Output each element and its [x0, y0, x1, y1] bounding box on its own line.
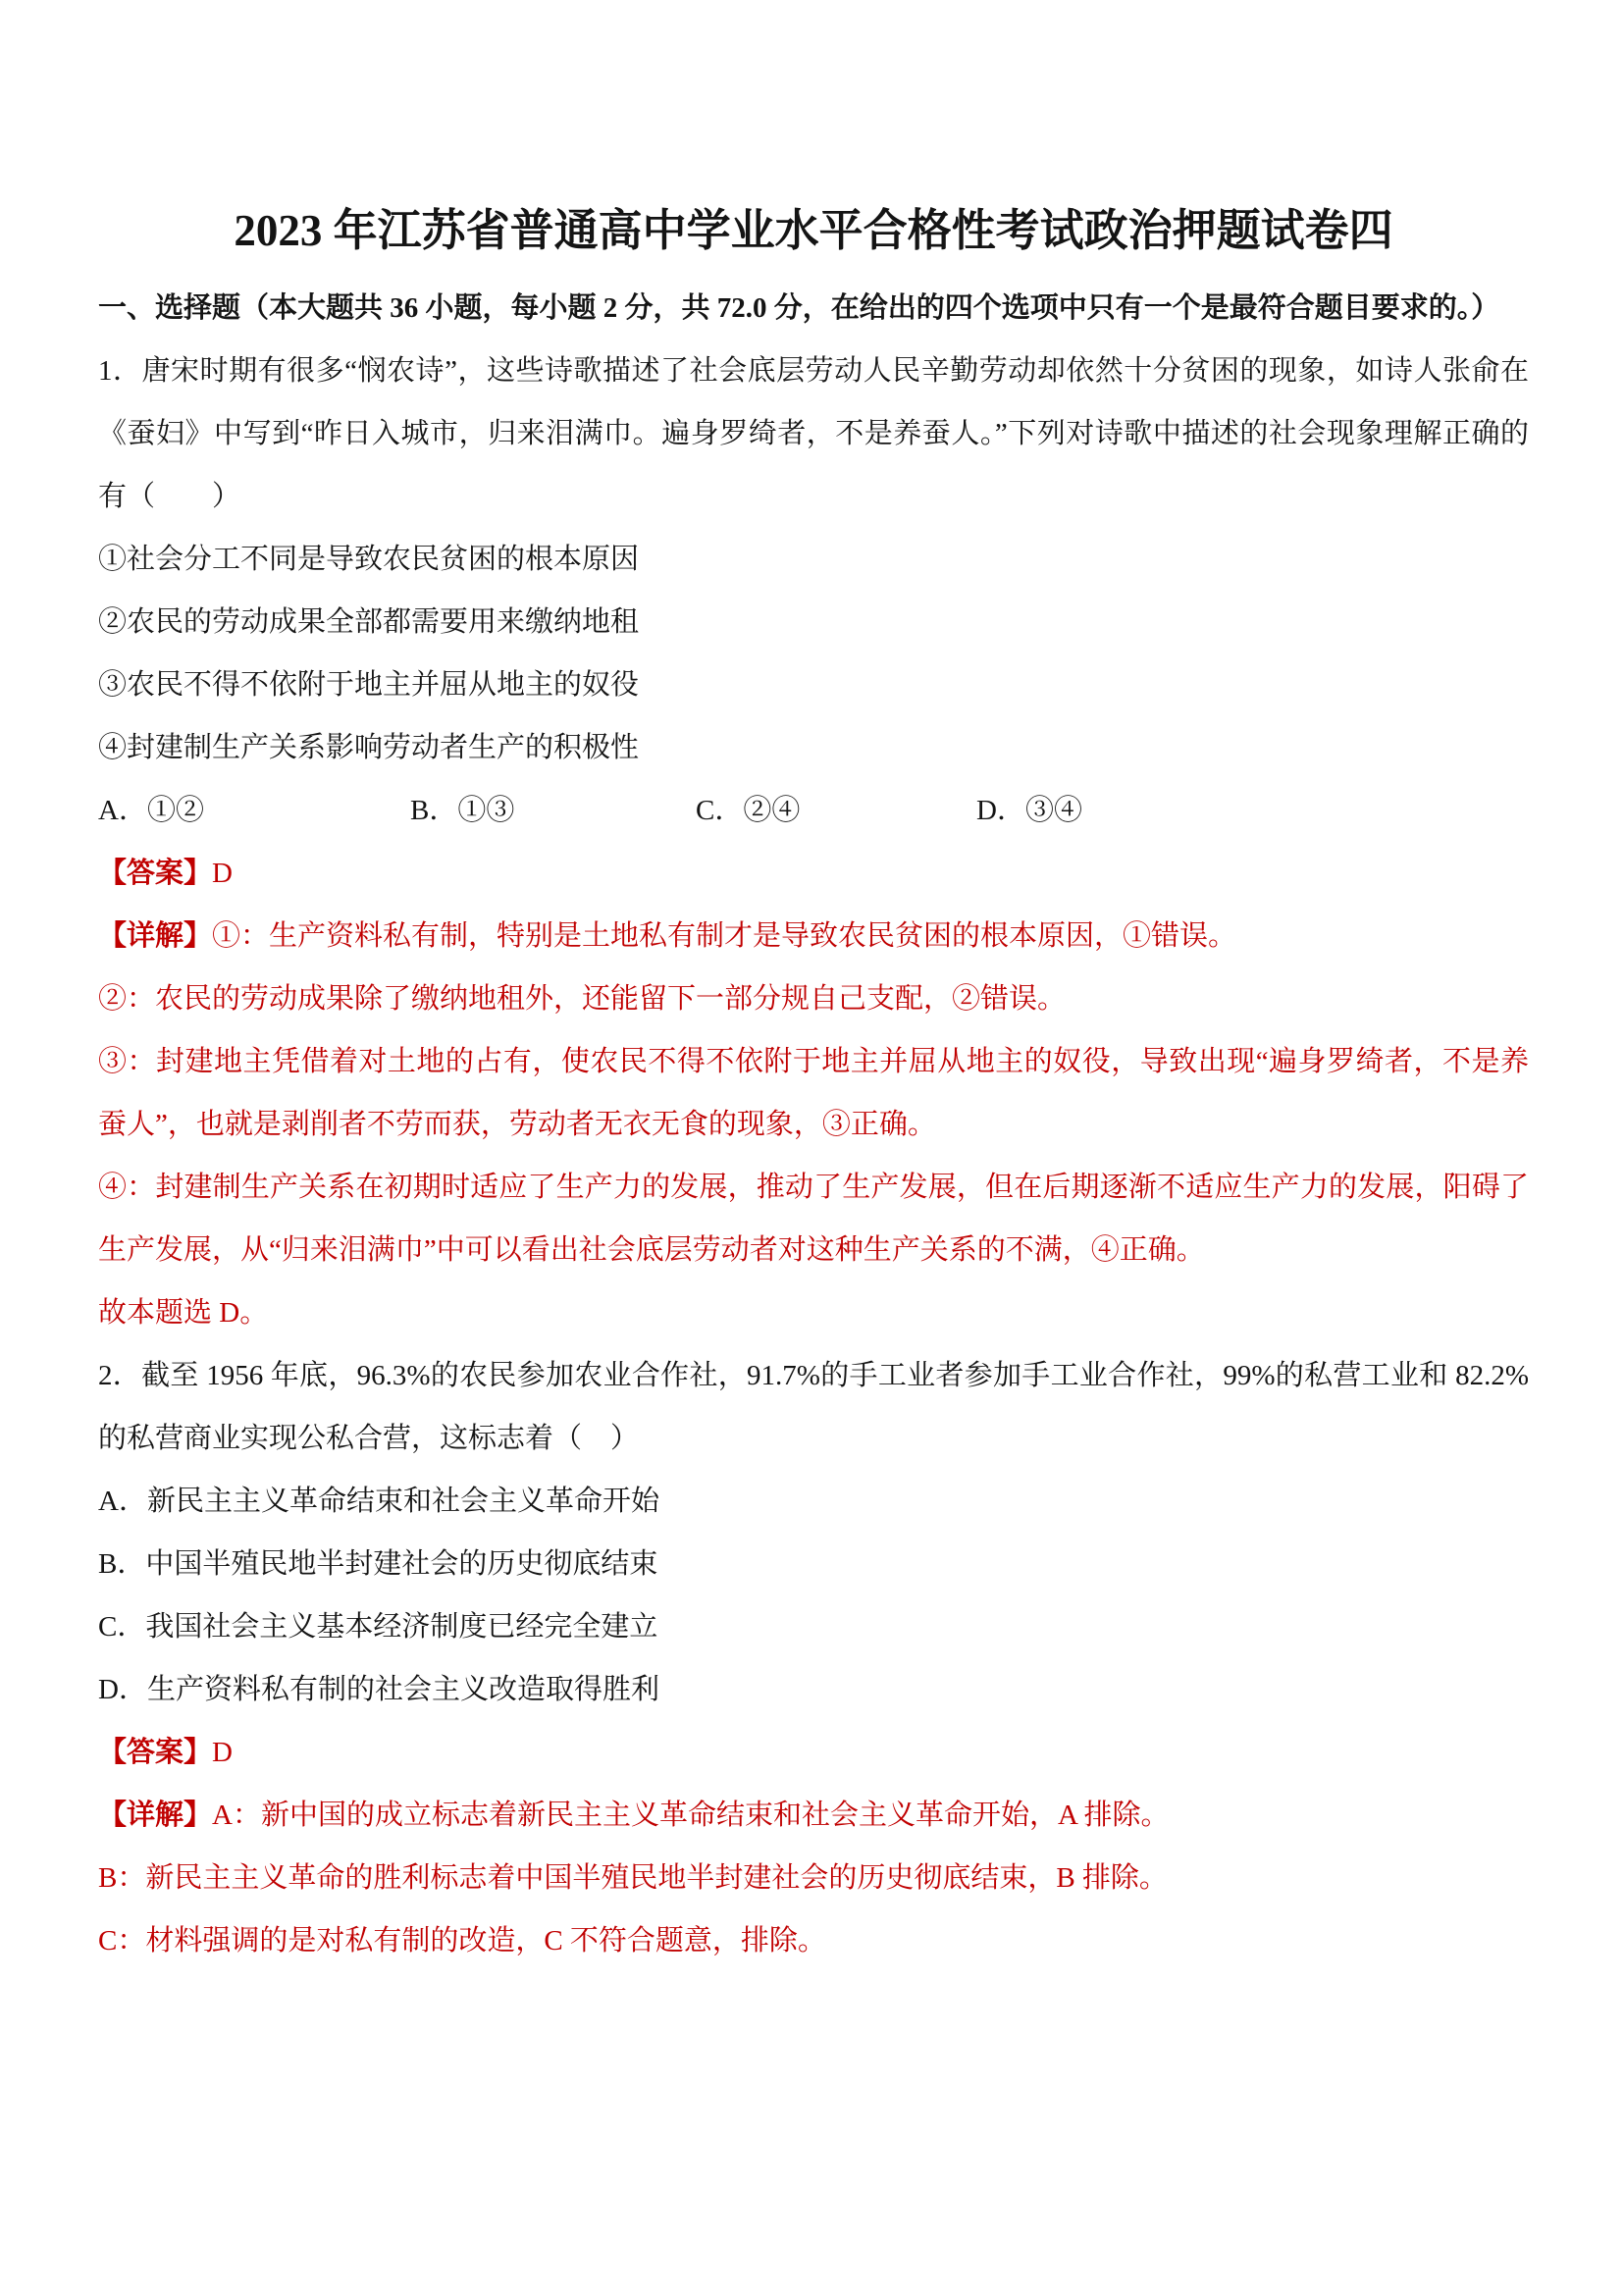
q2-answer-label: 【答案】 [98, 1737, 213, 1768]
q1-answer-value: D [212, 858, 233, 889]
q1-statement-1: ①社会分工不同是导致农民贫困的根本原因 [98, 544, 640, 575]
q2-explanation-3: C：材料强调的是对私有制的改造，C 不符合题意，排除。 [98, 1925, 826, 1957]
q1-statement-3: ③农民不得不依附于地主并屈从地主的奴役 [98, 669, 640, 701]
q2-option-b: B．中国半殖民地半封建社会的历史彻底结束 [98, 1548, 658, 1580]
q2-answer-value: D [212, 1737, 233, 1768]
section-intro: 一、选择题（本大题共 36 小题，每小题 2 分，共 72.0 分，在给出的四个选项中只有一个是最符合题目要求的。） [98, 292, 1500, 324]
q1-explanation-1-text: ①：生产资料私有制，特别是土地私有制才是导致农民贫困的根本原因，①错误。 [212, 920, 1237, 952]
q2-stem: 2．截至 1956 年底，96.3%的农民参加农业合作社，91.7%的手工业者参加手工业合作社，99%的私营工业和 82.2%的私营商业实现公私合营，这标志着（ ） [98, 1360, 1529, 1454]
exam-content [0, 202, 1623, 1972]
q1-explanation-2: ②：农民的劳动成果除了缴纳地租外，还能留下一部分规自己支配，②错误。 [98, 983, 1067, 1015]
q1-options-row [98, 779, 1529, 842]
q1-conclusion: 故本题选 D。 [98, 1297, 269, 1329]
exam-title: 2023 年江苏省普通高中学业水平合格性考试政治押题试卷四 [234, 206, 1393, 255]
q2-explain-label: 【详解】 [98, 1800, 213, 1831]
q1-explanation-1 [98, 905, 1529, 967]
q2-option-c: C．我国社会主义基本经济制度已经完全建立 [98, 1611, 658, 1643]
q1-answer-line [98, 842, 1529, 905]
q1-statement-2: ②农民的劳动成果全部都需要用来缴纳地租 [98, 606, 640, 638]
q1-option-c: C．②④ [696, 795, 801, 826]
q2-explanation-1-text: A：新中国的成立标志着新民主主义革命结束和社会主义革命开始，A 排除。 [212, 1800, 1170, 1831]
q2-answer-line [98, 1721, 1529, 1784]
q2-option-d: D．生产资料私有制的社会主义改造取得胜利 [98, 1674, 659, 1705]
q1-explanation-3: ③：封建地主凭借着对土地的占有，使农民不得不依附于地主并屈从地主的奴役，导致出现“遍身罗绮者，不是养蚕人”，也就是剥削者不劳而获，劳动者无衣无食的现象，③正确。 [98, 1046, 1529, 1140]
q1-option-a: A．①② [98, 795, 204, 826]
q1-answer-label: 【答案】 [98, 858, 213, 889]
q2-explanation-1 [98, 1784, 1529, 1847]
q1-statement-4: ④封建制生产关系影响劳动者生产的积极性 [98, 732, 640, 763]
q1-explain-label: 【详解】 [98, 920, 213, 952]
q1-option-b: B．①③ [410, 795, 515, 826]
q1-explanation-4: ④：封建制生产关系在初期时适应了生产力的发展，推动了生产发展，但在后期逐渐不适应生产力的发展，阳碍了生产发展，从“归来泪满巾”中可以看出社会底层劳动者对这种生产关系的不满，④正确。 [98, 1172, 1529, 1266]
q1-option-d: D．③④ [976, 795, 1082, 826]
q1-stem: 1．唐宋时期有很多“悯农诗”，这些诗歌描述了社会底层劳动人民辛勤劳动却依然十分贫困的现象，如诗人张俞在《蚕妇》中写到“昨日入城市，归来泪满巾。遍身罗绮者，不是养蚕人。”下列对诗歌中描述的社会现象理解正确的有（ ） [98, 355, 1529, 512]
q2-option-a: A．新民主主义革命结束和社会主义革命开始 [98, 1486, 659, 1517]
q2-explanation-2: B：新民主主义革命的胜利标志着中国半殖民地半封建社会的历史彻底结束，B 排除。 [98, 1862, 1168, 1894]
